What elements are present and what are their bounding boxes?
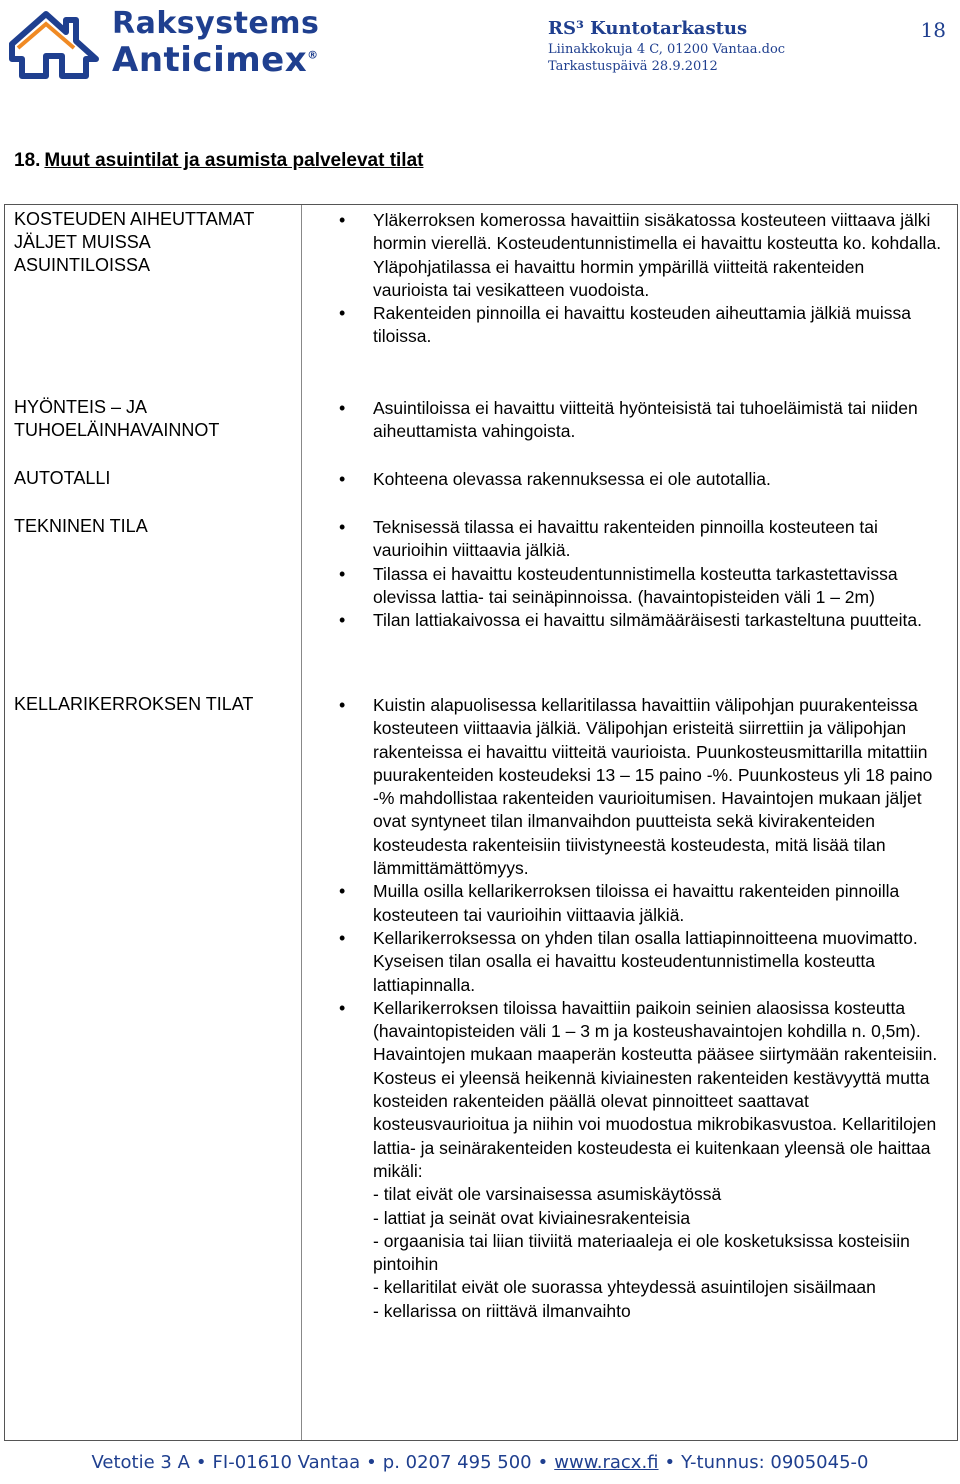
- footer-postal: FI-01610 Vantaa: [212, 1452, 361, 1473]
- list-item: • Kuistin alapuolisessa kellaritilassa havaittiin välipohjan puurakenteissa kosteuteen viittaavia jälkiä. Välipohjan eristeitä siirrettiin ja välipohjan rakenteissa ei havaittu viitteitä vaurioista. Puunkosteusmittarilla mitattiin puurakenteiden kosteudeksi 13 – 15 paino -%. Puunkosteus yli 18 paino -% mahdollistaa rakenteiden vaurioitumisen. Havaintojen mukaan jäljet ovat syntyneet tilan ilmanvaihdon puutteista sekä kivirakenteiden kosteudesta rakenteisiin tiivistyneestä kosteudesta, mitä lisää tilan lämmittämättömyys.: [373, 694, 943, 880]
- footer-street: Vetotie 3 A: [91, 1452, 190, 1473]
- company-logo: [6, 4, 326, 84]
- footer-phone: p. 0207 495 500: [382, 1452, 532, 1473]
- footer-separator: •: [366, 1452, 377, 1473]
- findings-table: [4, 204, 958, 1441]
- list-item: • Rakenteiden pinnoilla ei havaittu kosteuden aiheuttamia jälkiä muissa tiloissa.: [373, 302, 943, 349]
- inspection-date: Tarkastuspäivä 28.9.2012: [548, 59, 718, 74]
- list-item: • Tilassa ei havaittu kosteudentunnistimella kosteutta tarkastettavissa olevissa lattia- tai seinäpinnoissa. (havaintopisteiden väli 1 – 2m): [373, 563, 943, 610]
- footer-separator: •: [195, 1452, 207, 1473]
- section-number: 18.: [14, 150, 41, 171]
- row-items: [373, 468, 943, 491]
- list-item: • Muilla osilla kellarikerroksen tiloissa ei havaittu rakenteiden pinnoilla kosteuteen tai vaurioihin viittaavia jälkiä.: [373, 880, 943, 927]
- row-label: HYÖNTEIS – JA TUHOELÄINHAVAINNOT: [14, 397, 220, 440]
- registered-mark: ®: [307, 48, 319, 62]
- page-number: 18: [920, 18, 946, 42]
- footer-separator: •: [664, 1452, 676, 1473]
- row-label: KOSTEUDEN AIHEUTTAMAT JÄLJET MUISSA ASUINTILOISSA: [14, 209, 255, 275]
- list-item: • Asuintiloissa ei havaittu viitteitä hyönteisistä tai tuhoeläimistä tai niiden aiheuttamista vahingoista.: [373, 397, 943, 444]
- footer-separator: •: [537, 1452, 549, 1473]
- section-heading: [14, 150, 423, 172]
- document-title: RS³ Kuntotarkastus: [548, 18, 748, 39]
- page-footer: [0, 1452, 960, 1473]
- row-label: AUTOTALLI: [14, 468, 111, 488]
- logo-line1: Raksystems: [112, 6, 320, 41]
- section-title: Muut asuintilat ja asumista palvelevat tilat: [44, 150, 424, 171]
- column-divider: [301, 205, 302, 1440]
- row-items: [373, 516, 943, 632]
- list-item: • Kellarikerroksen tiloissa havaittiin paikoin seinien alaosissa kosteutta (havaintopisteiden väli 1 – 3 m ja kosteushavaintojen kohdilla n. 0,5m). Havaintojen mukaan maaperän kosteutta pääsee siirtymään rakenteisiin. Kosteus ei yleensä heikennä kiviainesten rakenteiden kestävyyttä mutta kosteiden rakenteiden päällä olevat pinnoitteet saattavat kosteusvaurioitua ja niihin voi muodostua mikrobikasvustoa. Kellaritilojen lattia- ja seinärakenteiden kosteudesta ei kuitenkaan yleensä ole haittaa mikäli: - tilat eivät ole varsinaisessa asumiskäytössä - lattiat ja seinät ovat kiviainesrakenteisia - orgaanisia tai liian tiiviitä materiaaleja ei ole kosketuksissa kosteisiin pintoihin - kellaritilat eivät ole suorassa yhteydessä asuintilojen sisäilmaan - kellarissa on riittävä ilmanvaihto: [373, 997, 943, 1323]
- footer-business-id: Y-tunnus: 0905045-0: [681, 1452, 869, 1473]
- logo-line2: Anticimex®: [112, 40, 319, 80]
- list-item: • Yläkerroksen komerossa havaittiin sisäkatossa kosteuteen viittaava jälki hormin vierellä. Kosteudentunnistimella ei havaittu kosteutta ko. kohdalla. Yläpohjatilassa ei havaittu hormin ympärillä viitteitä rakenteiden vaurioista tai vesikatteen vuodoista.: [373, 209, 943, 302]
- list-item: • Kohteena olevassa rakennuksessa ei ole autotallia.: [373, 468, 943, 491]
- row-label: KELLARIKERROKSEN TILAT: [14, 694, 254, 714]
- document-header: [548, 18, 785, 74]
- row-items: [373, 694, 943, 1323]
- logo-mark-icon: [6, 4, 104, 82]
- row-items: [373, 397, 943, 444]
- row-label: TEKNINEN TILA: [14, 516, 148, 536]
- document-address: Liinakkokuja 4 C, 01200 Vantaa.doc: [548, 42, 786, 57]
- list-item: • Tilan lattiakaivossa ei havaittu silmämääräisesti tarkasteltuna puutteita.: [373, 609, 943, 632]
- list-item: • Teknisessä tilassa ei havaittu rakenteiden pinnoilla kosteuteen tai vaurioihin viittaavia jälkiä.: [373, 516, 943, 563]
- website-link[interactable]: www.racx.fi: [554, 1452, 659, 1473]
- row-items: [373, 209, 943, 349]
- list-item: • Kellarikerroksessa on yhden tilan osalla lattiapinnoitteena muovimatto. Kyseisen tilan osalla ei havaittu kosteudentunnistimella kosteutta lattiapinnalla.: [373, 927, 943, 997]
